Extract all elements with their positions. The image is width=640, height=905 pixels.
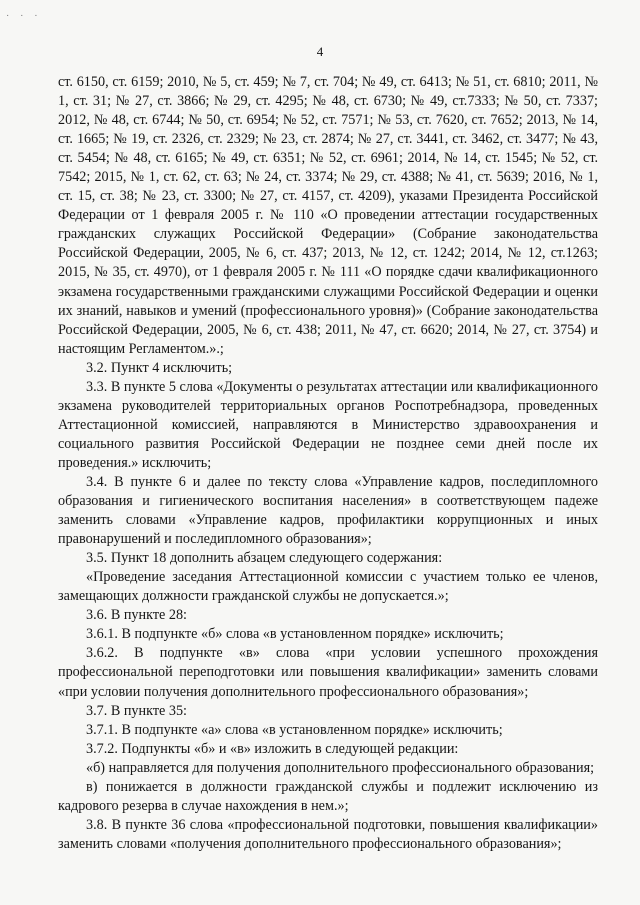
paragraph-3-7-2-b: «б) направляется для получения дополнительного профессионального образования;	[86, 759, 595, 776]
paragraph-3-5: 3.5. Пункт 18 дополнить абзацем следующего содержания:	[86, 550, 443, 567]
paragraph-3-6-1: 3.6.1. В подпункте «б» слова «в установленном порядке» исключить;	[86, 626, 504, 643]
paragraph-3-2: 3.2. Пункт 4 исключить;	[86, 359, 233, 376]
paragraph-3-4: 3.4. В пункте 6 и далее по тексту слова «Управление кадров, последипломного образования и гигиенического воспитания населения» в соответствующем падеже заменить словами «Управление кадров, профилактики коррупционных и иных правонарушений и последипломного образования»;	[58, 473, 598, 548]
paragraph-3-3: 3.3. В пункте 5 слова «Документы о результатах аттестации или квалификационного экзамена руководителей территориальных органов Роспотребнадзора, проведенных Аттестационной комиссией, направляются в Министерство здравоохранения и социального развития Российской Федерации не позднее семи дней после их проведения.» исключить;	[58, 378, 599, 471]
paragraph-3-6-2: 3.6.2. В подпункте «в» слова «при условии успешного прохождения профессиональной переподготовки или повышения квалификации» заменить словами «при условии получения дополнительного профессионального образования»;	[58, 645, 598, 700]
page-number: 4	[316, 44, 324, 59]
paragraph-3-7-2: 3.7.2. Подпункты «б» и «в» изложить в следующей редакции:	[86, 740, 459, 757]
paragraph-3-6: 3.6. В пункте 28:	[86, 607, 187, 624]
paragraph-3-8: 3.8. В пункте 36 слова «профессиональной подготовки, повышения квалификации» заменить словами «получения дополнительного профессионального образования»;	[58, 816, 598, 852]
paragraph-3-7-2-v: в) понижается в должности гражданской службы и подлежит исключению из кадрового резерва в случае нахождения в нем.»;	[58, 778, 598, 814]
paragraph-3-5-quote: «Проведение заседания Аттестационной комиссии с участием только ее членов, замещающих должности гражданской службы не допускается.»;	[58, 569, 598, 605]
scan-artifact-dots: · · ·	[6, 10, 42, 21]
paragraph-continuation: ст. 6150, ст. 6159; 2010, № 5, ст. 459; № 7, ст. 704; № 49, ст. 6413; № 51, ст. 6810; 2011, № 1, ст. 31; № 27, ст. 3866; № 29, ст. 4295; № 48, ст. 6730; № 49, ст.7333; № 50, ст. 7337; 2012, № 48, ст. 6744; № 50, ст. 6954; № 52, ст. 7571; № 53, ст. 7620, ст. 7652; 2013, № 14, ст. 1665; № 19, ст. 2326, ст. 2329; № 23, ст. 2874; № 27, ст. 3441, ст. 3462, ст. 3477; № 43, ст. 5454; № 48, ст. 6165; № 49, ст. 6351; № 52, ст. 6961; 2014, № 14, ст. 1545; № 52, ст. 7542; 2015, № 1, ст. 62, ст. 63; № 24, ст. 3374; № 29, ст. 4388; № 41, ст. 5639; 2016, № 1, ст. 15, ст. 38; № 23, ст. 3300; № 27, ст. 4157, ст. 4209), указами Президента Российской Федерации от 1 февраля 2005 г. № 110 «О проведении аттестации государственных гражданских служащих Российской Федерации» (Собрание законодательства Российской Федерации, 2005, № 6, ст. 437; 2013, № 12, ст. 1242; 2014, № 12, ст.1263; 2015, № 35, ст. 4970), от 1 февраля 2005 г. № 111 «О порядке сдачи квалификационного экзамена государственными гражданскими служащими Российской Федерации и оценки их знаний, навыков и умений (профессионального уровня)» (Собрание законодательства Российской Федерации, 2005, № 6, ст. 438; 2011, № 47, ст. 6620; 2014, № 27, ст. 3754) и настоящим Регламентом.».;	[58, 74, 598, 357]
paragraph-3-7: 3.7. В пункте 35:	[86, 702, 187, 719]
paragraph-3-7-1: 3.7.1. В подпункте «а» слова «в установленном порядке» исключить;	[86, 721, 503, 738]
document-body	[58, 73, 598, 854]
